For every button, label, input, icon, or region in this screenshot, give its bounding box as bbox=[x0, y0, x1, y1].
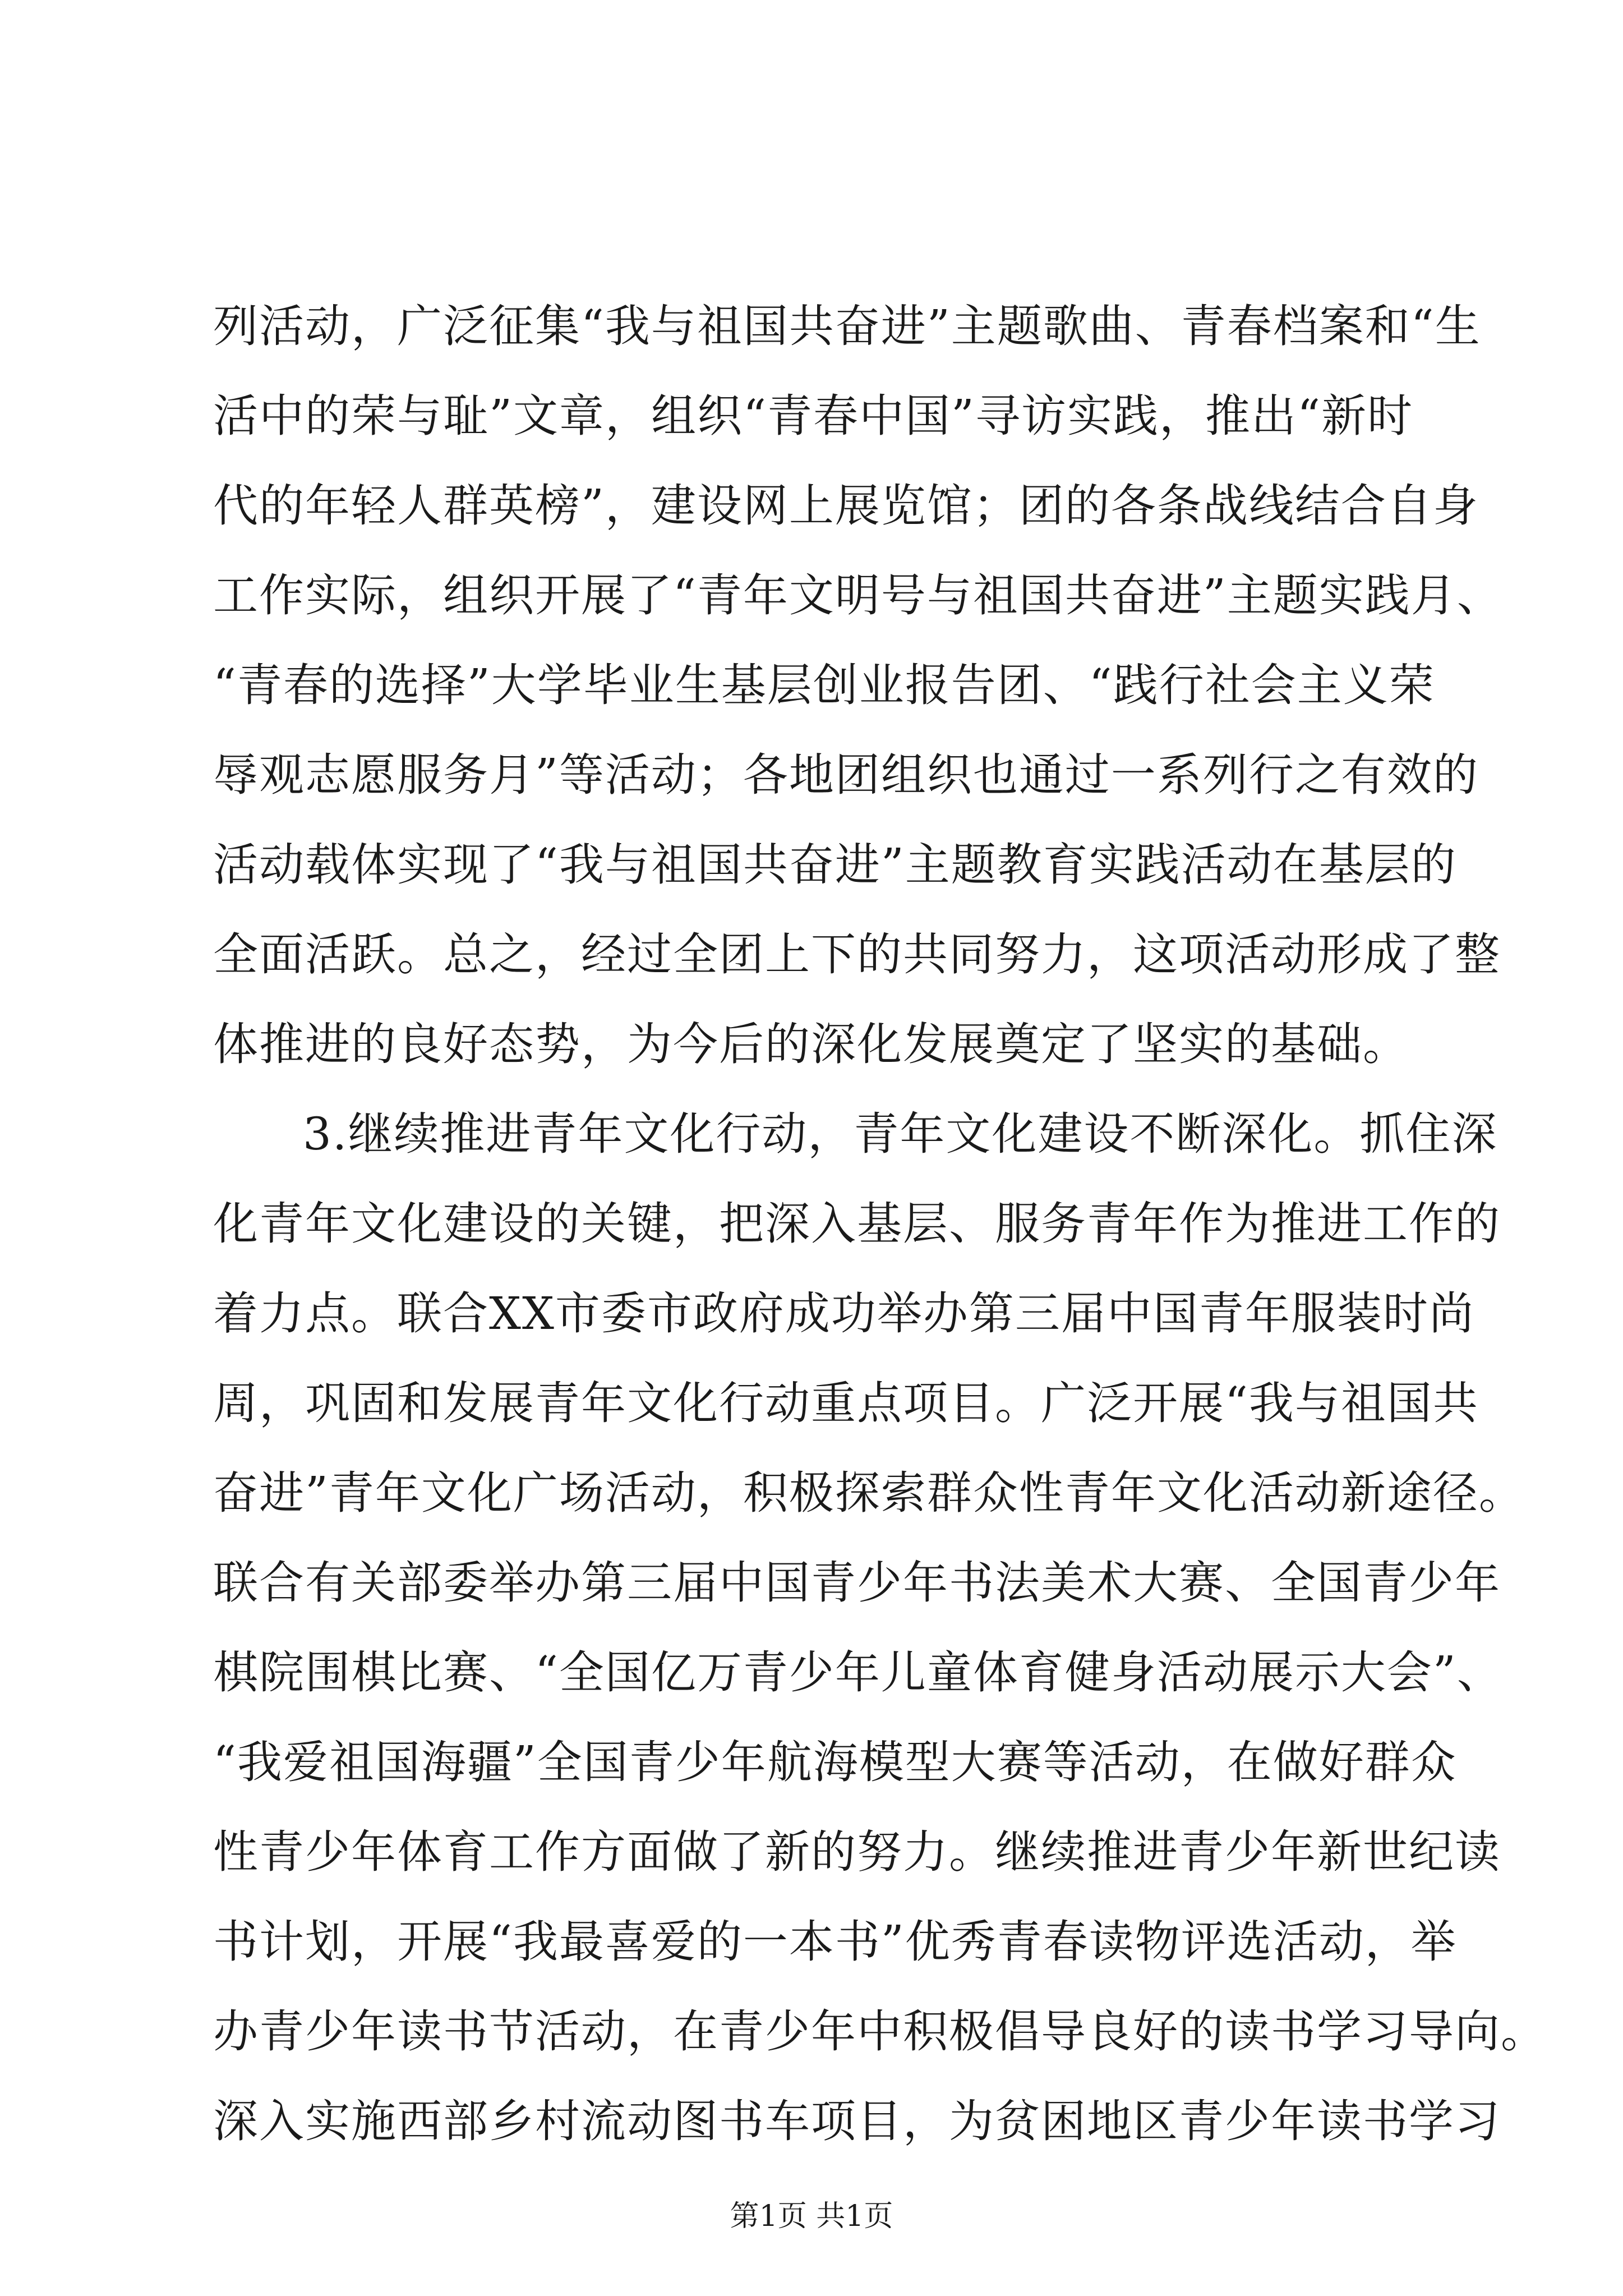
body-text-line: 辱观志愿服务月”等活动；各地团组织也通过一系列行之有效的 bbox=[213, 749, 1479, 801]
body-text-line: 化青年文化建设的关键，把深入基层、服务青年作为推进工作的 bbox=[213, 1198, 1501, 1250]
body-text-line: 书计划，开展“我最喜爱的一本书”优秀青春读物评选活动，举 bbox=[213, 1916, 1457, 1968]
body-text-line: 列活动，广泛征集“我与祖国共奋进”主题歌曲、青春档案和“生 bbox=[213, 300, 1481, 352]
body-text-line: “青春的选择”大学毕业生基层创业报告团、“践行社会主义荣 bbox=[213, 659, 1435, 711]
body-text-line: 代的年轻人群英榜”，建设网上展览馆；团的各条战线结合自身 bbox=[213, 480, 1479, 532]
body-text-line: 棋院围棋比赛、“全国亿万青少年儿童体育健身活动展示大会”、 bbox=[213, 1646, 1503, 1699]
body-text-line: 深入实施西部乡村流动图书车项目，为贫困地区青少年读书学习 bbox=[213, 2095, 1501, 2147]
body-text-line: 全面活跃。总之，经过全团上下的共同努力，这项活动形成了整 bbox=[213, 928, 1501, 981]
body-text-line: 工作实际，组织开展了“青年文明号与祖国共奋进”主题实践月、 bbox=[213, 569, 1503, 622]
section-heading-line: 3.继续推进青年文化行动，青年文化建设不断深化。抓住深 bbox=[303, 1108, 1498, 1160]
body-text-line: 联合有关部委举办第三届中国青少年书法美术大赛、全国青少年 bbox=[213, 1557, 1501, 1609]
body-text-line: 活动载体实现了“我与祖国共奋进”主题教育实践活动在基层的 bbox=[213, 839, 1457, 891]
body-text-line: 办青少年读书节活动，在青少年中积极倡导良好的读书学习导向。 bbox=[213, 2005, 1547, 2058]
body-text-line: “我爱祖国海疆”全国青少年航海模型大赛等活动，在做好群众 bbox=[213, 1736, 1457, 1788]
page-number-footer: 第1页 共1页 bbox=[730, 2200, 893, 2233]
body-text-line: 性青少年体育工作方面做了新的努力。继续推进青少年新世纪读 bbox=[213, 1826, 1501, 1878]
body-text-line: 活中的荣与耻”文章，组织“青春中国”寻访实践，推出“新时 bbox=[213, 390, 1413, 442]
body-text-line: 着力点。联合XX市委市政府成功举办第三届中国青年服装时尚 bbox=[213, 1287, 1475, 1340]
body-text-line: 体推进的良好态势，为今后的深化发展奠定了坚实的基础。 bbox=[213, 1018, 1409, 1070]
body-text-line: 奋进”青年文化广场活动，积极探索群众性青年文化活动新途径。 bbox=[213, 1467, 1525, 1519]
body-text-line: 周，巩固和发展青年文化行动重点项目。广泛开展“我与祖国共 bbox=[213, 1377, 1479, 1429]
